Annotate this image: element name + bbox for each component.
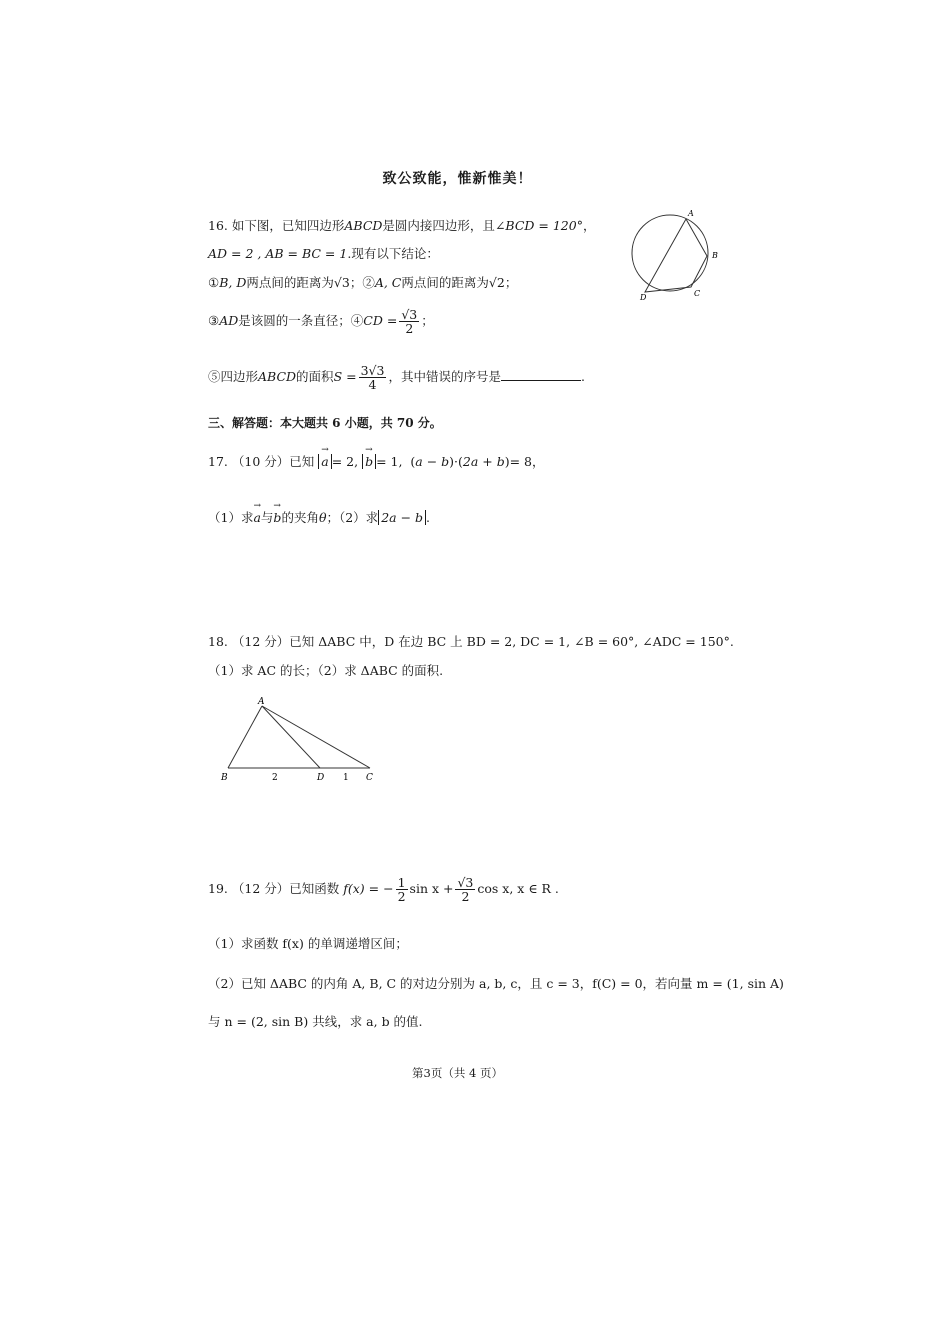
c5-quad: ABCD xyxy=(258,369,297,385)
c1-label: ① xyxy=(208,275,220,290)
q17-number: 17. xyxy=(208,454,228,469)
c1-text: 两点间的距离为 xyxy=(246,275,334,290)
fig18-dc-length: 1 xyxy=(343,773,349,783)
segment-ad xyxy=(262,706,320,768)
q19-frac1 xyxy=(396,876,408,903)
q16-line1 xyxy=(208,216,595,234)
c3-text: 是该圆的一条直径；④ xyxy=(238,313,364,329)
fig16-label-d: D xyxy=(640,293,647,302)
c5-end: ，其中错误的序号是 xyxy=(388,369,501,385)
q17-sep: ；（2）求 xyxy=(326,510,379,525)
c2-value: √2 xyxy=(488,275,505,290)
q16-conclusions-3-4 xyxy=(208,308,434,335)
c2-end: ； xyxy=(504,275,518,290)
q17-p1: （1）求 xyxy=(208,510,254,525)
q16-angle: ∠BCD = 120° xyxy=(494,218,583,233)
answer-blank[interactable] xyxy=(501,368,581,381)
q17-cond1: = 2, xyxy=(331,454,359,469)
q16-conclusion-5 xyxy=(208,364,585,391)
q17-p1-mid: 与 xyxy=(260,510,274,525)
q19-frac2 xyxy=(455,876,475,903)
fig16-label-c: C xyxy=(694,289,701,298)
c1-value: √3 xyxy=(333,275,350,290)
q19-end: cos x, x ∈ R . xyxy=(477,881,559,897)
norm-b: → b xyxy=(362,454,376,469)
c4-num: √3 xyxy=(401,307,418,322)
fig18-label-a: A xyxy=(258,697,265,707)
q19-part2-cont: 与 n = (2, sin B) 共线，求 a, b 的值. xyxy=(208,1014,423,1029)
c4-end: ； xyxy=(421,313,434,329)
q19-fx: f(x) = − xyxy=(343,881,394,897)
q16-line2 xyxy=(208,244,439,262)
c4-segment: CD = xyxy=(363,313,398,329)
fig16-label-a: A xyxy=(688,209,694,218)
c5-text: 的面积 xyxy=(296,369,334,385)
side-ac xyxy=(262,706,370,768)
q17-p1-end: 的夹角 xyxy=(281,510,319,525)
q17-cond2: = 1, xyxy=(376,454,403,469)
norm-a: → a xyxy=(318,454,331,469)
fig18-bd-length: 2 xyxy=(272,773,278,783)
c2-label: ；② xyxy=(349,275,375,290)
q16-quad: ABCD xyxy=(344,218,383,233)
c5-label: ⑤四边形 xyxy=(208,369,259,385)
q16-number: 16. xyxy=(208,218,228,233)
page-motto: 致公致能，惟新惟美！ xyxy=(382,171,533,187)
q16-given-text: .现有以下结论： xyxy=(347,246,439,261)
fig16-label-b: B xyxy=(712,251,718,260)
q17-theta: θ xyxy=(318,510,327,525)
c5-tail: . xyxy=(580,369,585,385)
q19-line1 xyxy=(208,876,559,903)
c5-num: 3√3 xyxy=(360,363,385,378)
c1-points: B, D xyxy=(219,275,247,290)
q18-triangle-figure xyxy=(212,696,392,788)
side-ab xyxy=(228,706,262,768)
q17-parts: （1）求→ a与→ b的夹角θ；（2）求 2a − b . xyxy=(208,508,430,526)
q16-text-mid: 是圆内接四边形，且 xyxy=(382,218,495,233)
q17-score: （10 分）已知 xyxy=(231,454,315,469)
q17-expr-a: a − b xyxy=(415,454,450,469)
c2-points: A, C xyxy=(374,275,402,290)
c4-fraction xyxy=(399,308,419,335)
section3-title: 三、解答题：本大题共 6 小题，共 70 分。 xyxy=(208,416,442,430)
q19-score: （12 分）已知函数 xyxy=(231,881,340,897)
c5-fraction xyxy=(359,364,387,391)
fig18-label-c: C xyxy=(366,773,373,783)
circumcircle xyxy=(632,215,708,291)
fig18-label-d: D xyxy=(317,773,325,783)
q17-line1: 17. （10 分）已知 → a = 2, → b = 1, (a − b)·(2a + b)= 8， xyxy=(208,452,545,470)
q16-text: 如下图，已知四边形 xyxy=(231,218,345,233)
q18-text: （12 分）已知 ΔABC 中，D 在边 BC 上 BD = 2, DC = 1, ∠B = 60°, ∠ADC = 150°. xyxy=(231,634,734,649)
q17-p2-expr: 2a − b xyxy=(378,510,426,525)
q19-d2: 2 xyxy=(461,889,470,905)
quad-abcd xyxy=(645,219,707,292)
q16-end: ， xyxy=(582,218,596,233)
q19-d1: 2 xyxy=(397,889,406,905)
c3-segment: AD xyxy=(219,313,239,329)
c5-den: 4 xyxy=(368,377,377,393)
q19-part2: （2）已知 ΔABC 的内角 A, B, C 的对边分别为 a, b, c，且 c = 3，f(C) = 0，若向量 m = (1, sin A) xyxy=(208,976,784,991)
q18-number: 18. xyxy=(208,634,228,649)
q17-expr-b: 2a + b xyxy=(462,454,505,469)
page-footer: 第3页（共 4 页） xyxy=(412,1066,503,1080)
q19-n1: 1 xyxy=(397,875,406,890)
c5-s: S = xyxy=(333,369,357,385)
q16-circle-figure xyxy=(628,208,728,303)
fig18-label-b: B xyxy=(221,773,228,783)
c2-text: 两点间的距离为 xyxy=(401,275,489,290)
c4-den: 2 xyxy=(405,321,414,337)
q18-parts: （1）求 AC 的长；（2）求 ΔABC 的面积. xyxy=(208,663,444,678)
q19-part1: （1）求函数 f(x) 的单调递增区间； xyxy=(208,936,408,951)
q16-given: AD = 2 , AB = BC = 1 xyxy=(208,246,348,261)
q18-line1 xyxy=(208,632,734,650)
c3-label: ③ xyxy=(208,313,220,329)
q17-cond3: = 8， xyxy=(509,454,545,469)
q19-mid: sin x + xyxy=(409,881,454,897)
q19-number: 19. xyxy=(208,881,228,897)
q19-n2: √3 xyxy=(457,875,474,890)
q17-p2-end: . xyxy=(426,510,430,525)
q16-conclusions-1-2 xyxy=(208,273,517,291)
